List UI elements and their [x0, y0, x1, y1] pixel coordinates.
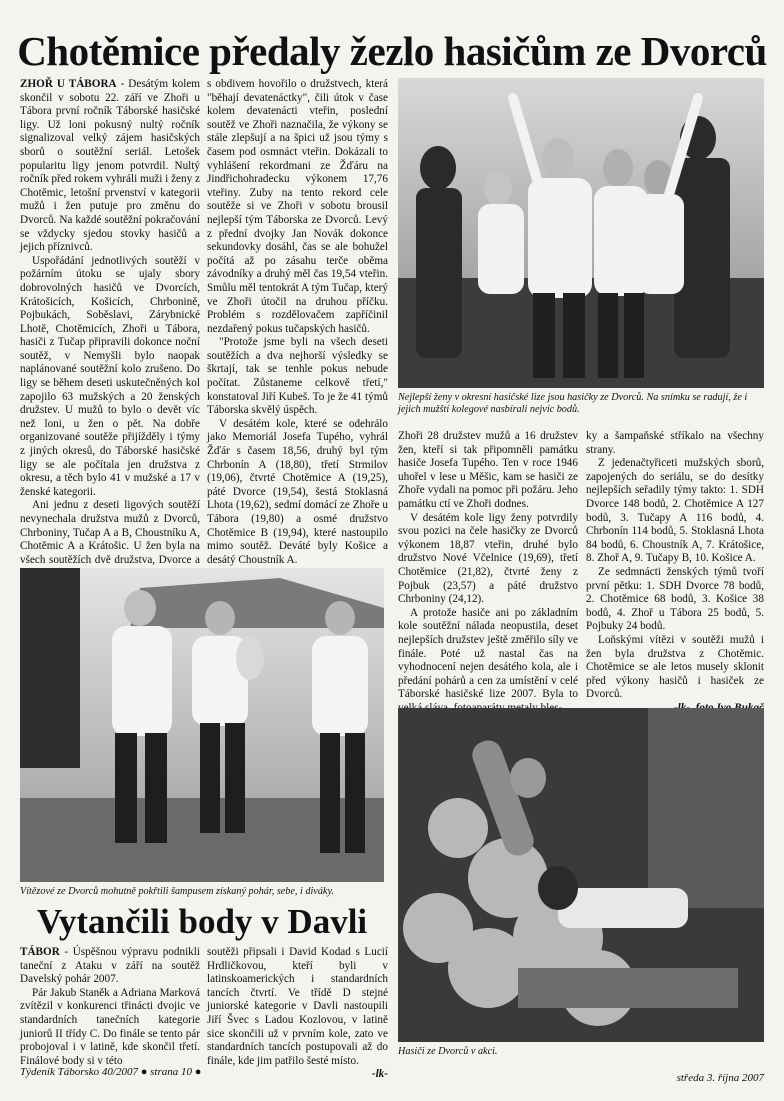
- paragraph: Loňskými vítězi v soutěži mužů i žen byla družstva z Chotěmic. Chotěmice se ale letos musely sklonit před výkony hasičů i hasiček ze Dvorců.: [586, 633, 764, 701]
- paragraph: ky a šampaňské stříkalo na všechny strany.: [586, 430, 764, 456]
- paragraph: Ani jednu z deseti ligových soutěží nevynechala družstva mužů z Dvorců, Chrboniny, Tučap A a B, Choustníku A, Chotěmic A a Krátošic. U žen byla na všech soutěžích dvě družstva, Dvorce a: [20, 499, 200, 566]
- bullet: ●: [194, 1066, 202, 1078]
- photo-illustration: [398, 78, 764, 388]
- paragraph: V desátém kole, které se odehrálo jako Memoriál Josefa Tupého, vyhrál Žďár s časem 18,56, druhý byl tým Chrbonín A (18,80), třetí Strmilov (19,06), čtvrté Chotěmice A (19,25), páté Dvorce (19,54), šestá Stoklasná Lhota (19,62), sedmí domácí ze Zhoře u Tábora (19,80) a osmé družstvo Chotěmice B (19,94), které nastoupilo mimo soutěž. Deváté byly Košice a desátý Choustník A.: [207, 417, 388, 566]
- paragraph: s obdivem hovořilo o družstvech, která "běhají devatenáctky", čili útok v čase kolem devatenácti vteřin, poslední soutěž ve Zhoři naznačila, že výkony se stále zlepšují a na špici už jsou týmy s časem pod osmnáct vteřin. Dokázali to vyhlášení rekordmani ze Žďáru na Jindřichohradecku výkonem 17,76 vteřiny. Zuby na tento rekord cele soutěže si ve Zhoři v sobotu brousil nejlepší tým Táborska ze Dvorců. Levý z přední dvojky Jan Novák dokonce sekundovky dosáhl, čas se ale bohužel počítá až po zásahu terče oběma závodníky a druhý měl čas 19,54 vteřin. Smůlu měl tentokrát A tým Tučap, který ve Zhoři útočil na druhou příčku. Problém s rozdělovačem zapříčinil nezdařený pokus tučapských hasičů.: [207, 78, 388, 335]
- paragraph: V desátém kole ligy ženy potvrdily svou pozici na čele hasičky ze Dvorců výkonem 18,87 vteřin, druhé bylo družstvo Nové Včelnice (19,69), třetí Chotěmice (21,82), čtvrté ženy z Pojbuk (23,57) a páté družstvo Chrboniny (24,12).: [398, 511, 578, 606]
- footer-date: středa 3. října 2007: [676, 1072, 764, 1084]
- publication-name: Týdeník Táborsko 40/2007: [20, 1066, 138, 1078]
- paragraph: A protože hasiče ani po základním kole soutěžní nálada neopustila, deset nejlepších družstev ještě změřilo síly ve finále. Poté už nastal čas na vyhodnocení nejen desátého kola, ale i předání pohárů a cen za umístění v celé Táborské hasičské lize 2007. Byla to: [398, 606, 578, 701]
- article2-dateline: TÁBOR: [20, 946, 60, 958]
- paragraph: Uspořádání jednotlivých soutěží v požárním útoku se ujaly sbory dobrovolných hasičů ve Dvorcích, Krátošicích, Košicích, Chrbonině, Pojbukách, Soběslavi, Zárybnické Lhotě, Chotěmicích, Zhoři u Tábora, hasiči z Tučap připravili dokonce noční soutěž, v Nemyšli bylo naopak naplánované soutěžní kolo zrušeno. Do ligy se během deseti uskutečněných kol zapojilo 63 mužských a 20 ženských družstev. U mužů to bylo o devět víc než loni, u žen o pět. Na dobře organizované soutěže přijížděly i týmy z jiných okresů, do Táborské hasičské ligy se ale počítala jen družstva z okresu, a těch bylo 41 v mužské a 17 v ženské kategorii.: [20, 254, 200, 498]
- article2-headline: Vytančili body v Davli: [36, 902, 368, 941]
- article2-signature: -lk-: [371, 1068, 388, 1081]
- paragraph: "Protože jsme byli na všech deseti soutěžích a dva nejhorší výsledky se škrtají, tak se tenhle pokus nebude počítat. Zůstaneme celkově třetí," konstatoval Jiří Kubeš. To je že 41 týmů Táborska skvělý úspěch.: [207, 336, 388, 417]
- bullet: ●: [140, 1066, 148, 1078]
- article1-column-4: [586, 430, 764, 700]
- paragraph: Pár Jakub Staněk a Adriana Marková zvítězil v konkurenci třinácti dvojic ve standardních tanečních kategorie juniorů II třídy C. Do finále se tento pár probojoval i v latině, kde skončil třetí. Finálové body si v této: [20, 986, 200, 1067]
- article2-column-2: [207, 946, 388, 1081]
- paragraph: Ze sedmnácti ženských týmů tvoří první pětku: 1. SDH Dvorce 78 bodů, 2. Chotěmice 68 bodů, 3. Košice 38 bodů, 4. Zhoř u Tábora 25 bodů, 5. Pojbuky 24 bodů.: [586, 565, 764, 633]
- article1-dateline: ZHOŘ U TÁBORA: [20, 78, 117, 90]
- paragraph: Z jedenačtyřiceti mužských sborů, zapojených do seriálu, se do desítky nejlepších seřadily týmy takto: 1. SDH Dvorce 148 bodů, 2. Chotěmice A 127 bodů, 3. Tučapy A 116 bodů, 4. Chrbonín 114 bodů, 5. Stoklasná Lhota 84 bodů, 6. Choustník A, 7. Krátošice, 8. Zhoř A, 9. Tučapy B, 10. Košice A.: [586, 457, 764, 565]
- article1-column-3: [398, 430, 578, 700]
- paragraph: Zhoři 28 družstev mužů a 16 družstev žen, kteří si tak připomněli památku hasiče Josefa Tupého. Ten v roce 1946 uhořel v lese u Měšic, kam se hasiči ze Zhoře vydali na pomoc při požáru. Jeho památku ctí ve Zhoři dodnes.: [398, 430, 578, 510]
- paragraph: - Úspěšnou výpravu podnikli taneční z Ataku v září na soutěž Davelský pohár 2007.: [20, 946, 200, 986]
- article2-column-1: [20, 946, 200, 1067]
- photo-firefighter-action: [398, 708, 764, 1042]
- article-headline: Chotěmice předaly žezlo hasičům ze Dvorců: [17, 28, 767, 74]
- photo1-caption: Nejlepší ženy v okresní hasičské lize jsou hasičky ze Dvorců. Na snímku se radují, že i jejich mužští kolegové nasbírali nejvíc bodů.: [398, 392, 748, 415]
- page-number: strana 10: [150, 1066, 192, 1078]
- photo-illustration: [398, 708, 764, 1042]
- footer-left: [20, 1066, 201, 1078]
- paragraph: soutěži připsali i David Kodad s Lucií Hrdličkovou, kteří byli v latinskoamerických i standardních tancích čtvrtí. Ve třídě D stejné juniorské kategorie v Davli nastoupili Jiří Švec s Ladou Kozlovou, v latině sice skončili už v prvním kole, zato ve standardních tancích postupovali až do finále, kde jim patřilo šesté místo.: [207, 946, 388, 1067]
- photo3-caption: Hasiči ze Dvorců v akci.: [398, 1046, 498, 1057]
- photo-illustration: [20, 568, 384, 882]
- photo-celebrating-women: [398, 78, 764, 388]
- photo-champagne-celebration: [20, 568, 384, 882]
- article1-column-1: [20, 78, 200, 570]
- paragraph: - Desátým kolem skončil v sobotu 22. září ve Zhoři u Tábora první ročník Táborské hasičské ligy. Už loni pokusný nultý ročník signalizoval velký zájem hasičských sborů o soutěžní seriál. Letošek popularitu ligy jenom potvrdil. Nultý ročník před rokem vyhráli muži i ženy z Chotěmic, letošní prvenství v kategorii mužů i žen putuje pro změnu do Dvorců. Na každé soutěžní pokračování se vždycky sjedou stovky hasičů a jejich příznivců.: [20, 78, 200, 254]
- article1-column-2: [207, 78, 388, 570]
- photo2-caption: Vítězové ze Dvorců mohutně pokřtili šampusem získaný pohár, sebe, i diváky.: [20, 886, 334, 897]
